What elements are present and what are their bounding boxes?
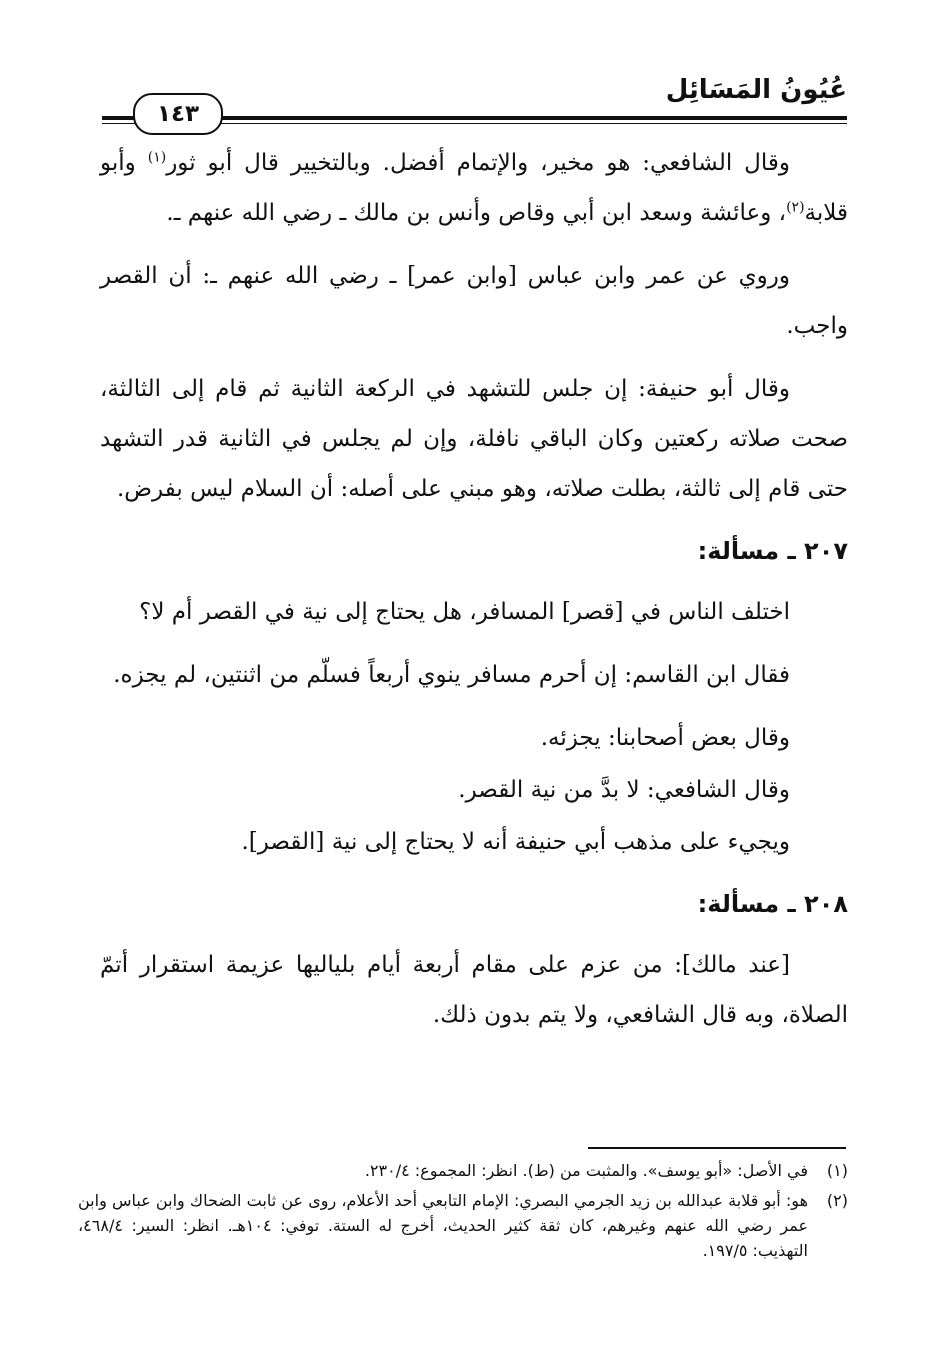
running-title: عُيُونُ المَسَائِل	[665, 75, 847, 105]
main-text	[100, 138, 848, 1053]
footnote-ref-2[interactable]: (٢)	[786, 199, 805, 216]
page-number: ١٤٣	[133, 93, 223, 135]
paragraph-text: وأبو قلابة	[100, 150, 848, 226]
paragraph: وروي عن عمر وابن عباس [وابن عمر] ـ رضي الله عنهم ـ: أن القصر واجب.	[100, 263, 848, 339]
paragraph-text: ، وعائشة وسعد ابن أبي وقاص وأنس بن مالك ـ رضي الله عنهم ـ.	[166, 200, 787, 226]
paragraph-text: وقال الشافعي: هو مخير، والإتمام أفضل. وبالتخيير قال أبو ثور	[166, 150, 790, 176]
footnote-text: في الأصل: «أبو يوسف». والمثبت من (ط). انظر: المجموع: ٢٣٠/٤.	[364, 1161, 808, 1180]
footnote-1	[78, 1158, 848, 1183]
paragraph: [عند مالك]: من عزم على مقام أربعة أيام بلياليها عزيمة استقرار أتمّ الصلاة، وبه قال الشافعي، ولا يتم بدون ذلك.	[100, 952, 848, 1028]
footnote-separator	[588, 1147, 846, 1149]
paragraph: وقال أبو حنيفة: إن جلس للتشهد في الركعة الثانية ثم قام إلى الثالثة، صحت صلاته ركعتين وكان الباقي نافلة، وإن لم يجلس في الثانية قدر التشهد حتى قام إلى ثالثة، بطلت صلاته، وهو مبني على أصله: أن السلام ليس بفرض.	[100, 376, 848, 502]
footnote-ref-1[interactable]: (١)	[147, 149, 167, 166]
paragraph: وقال الشافعي: لا بدَّ من نية القصر.	[458, 777, 790, 803]
paragraph: فقال ابن القاسم: إن أحرم مسافر ينوي أربعاً فسلّم من اثنتين، لم يجزه.	[113, 662, 790, 688]
footnote-number: (١)	[826, 1161, 848, 1180]
footnote-2	[78, 1188, 848, 1263]
paragraph: وقال بعض أصحابنا: يجزئه.	[540, 725, 790, 751]
footnote-text: هو: أبو قلابة عبدالله بن زيد الجرمي البصري: الإمام التابعي أحد الأعلام، روى عن ثابت الضحاك وابن عباس وابن عمر رضي الله عنهم وغيرهم، كان ثقة كثير الحديث، أخرج له الستة. توفي: ١٠٤هـ. انظر: السير: ٤٦٨/٤، التهذيب: ١٩٧/٥.	[78, 1191, 809, 1260]
paragraph	[100, 138, 848, 238]
issue-heading-208: ٢٠٨ ـ مسألة:	[697, 890, 848, 918]
paragraph: اختلف الناس في [قصر] المسافر، هل يحتاج إلى نية في القصر أم لا؟	[139, 599, 790, 625]
footnotes	[78, 1158, 848, 1268]
issue-heading-207: ٢٠٧ ـ مسألة:	[697, 537, 848, 565]
paragraph: ويجيء على مذهب أبي حنيفة أنه لا يحتاج إلى نية [القصر].	[241, 829, 790, 855]
footnote-number: (٢)	[826, 1191, 848, 1210]
